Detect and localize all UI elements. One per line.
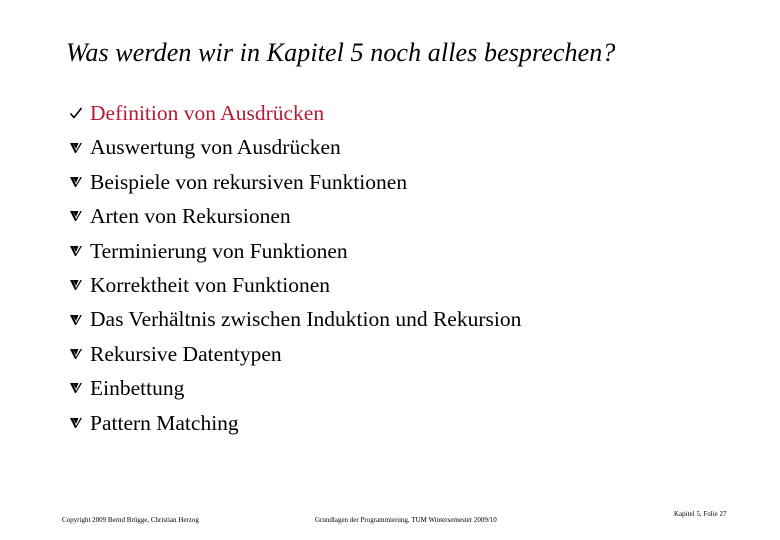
list-item-einbettung — [66, 371, 521, 405]
diamond-bullet-icon — [66, 371, 86, 405]
footer-page-number: Kapitel 5, Folie 27 — [674, 510, 727, 518]
diamond-bullet-icon — [66, 130, 86, 164]
footer-copyright: Copyright 2009 Bernd Brügge, Christian Herzog — [62, 516, 199, 524]
list-item-arten — [66, 199, 521, 233]
list-item-pattern-matching — [66, 406, 521, 440]
diamond-bullet-icon — [66, 268, 86, 302]
list-item-definition — [66, 96, 521, 130]
list-item-label: Beispiele von rekursiven Funktionen — [90, 169, 408, 194]
list-item-label: Rekursive Datentypen — [90, 341, 282, 366]
list-item-label: Auswertung von Ausdrücken — [90, 135, 341, 160]
diamond-bullet-icon — [66, 302, 86, 336]
list-item-label: Definition von Ausdrücken — [90, 101, 325, 125]
list-item-label: Korrektheit von Funktionen — [90, 272, 331, 297]
list-item-label: Pattern Matching — [90, 410, 239, 435]
bullet-list — [66, 96, 521, 440]
diamond-bullet-icon — [66, 199, 86, 233]
list-item-korrektheit — [66, 268, 521, 302]
list-item-label: Arten von Rekursionen — [90, 204, 291, 229]
list-item-datentypen — [66, 337, 521, 371]
footer-course: Grundlagen der Programmierung, TUM Wintersemester 2009/10 — [315, 516, 497, 524]
list-item-label: Einbettung — [90, 376, 185, 401]
list-item-auswertung — [66, 130, 521, 164]
diamond-bullet-icon — [66, 406, 86, 440]
diamond-bullet-icon — [66, 337, 86, 371]
list-item-beispiele — [66, 165, 521, 199]
diamond-bullet-icon — [66, 234, 86, 268]
list-item-label: Das Verhältnis zwischen Induktion und Rekursion — [90, 307, 522, 332]
list-item-verhaeltnis — [66, 302, 521, 336]
slide-title: Was werden wir in Kapitel 5 noch alles besprechen? — [66, 38, 616, 67]
list-item-terminierung — [66, 234, 521, 268]
list-item-label: Terminierung von Funktionen — [90, 238, 348, 263]
checkmark-icon — [66, 96, 86, 130]
diamond-bullet-icon — [66, 165, 86, 199]
